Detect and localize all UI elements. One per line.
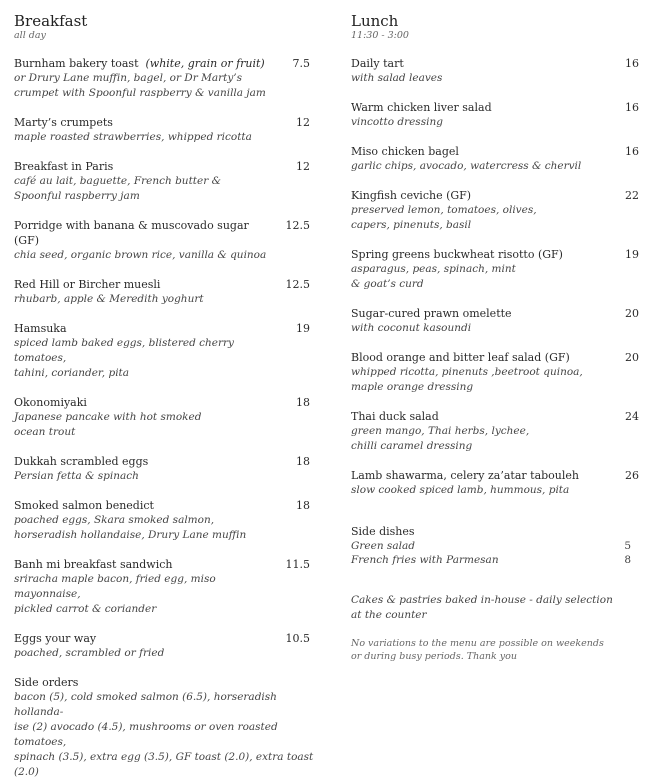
side-orders — [14, 675, 314, 780]
item-desc: garlic chips, avocado, watercress & chervil — [351, 160, 582, 172]
item-desc: or Drury Lane muffin, bagel, or Dr Marty’s — [14, 72, 242, 84]
item-desc: tahini, coriander, pita — [14, 367, 130, 379]
item-price: 19 — [296, 322, 310, 335]
menu-item — [14, 159, 314, 204]
item-desc: maple roasted strawberries, whipped ricotta — [14, 131, 252, 143]
side-orders-line: ise (2) avocado (4.5), mushrooms or oven roasted tomatoes, — [14, 721, 278, 748]
item-name: Daily tart — [351, 57, 404, 70]
side-dish-name: French fries with Parmesan — [351, 554, 499, 566]
item-name: Okonomiyaki — [14, 396, 87, 409]
menu-item — [351, 468, 641, 498]
breakfast-subtitle: all day — [14, 30, 46, 41]
item-name: Lamb shawarma, celery za’atar tabouleh — [351, 469, 579, 482]
item-price: 18 — [296, 499, 310, 512]
item-price: 10.5 — [285, 632, 310, 645]
item-desc: asparagus, peas, spinach, mint — [351, 263, 516, 275]
item-price: 12.5 — [285, 278, 310, 291]
item-desc: chilli caramel dressing — [351, 440, 473, 452]
item-desc: pickled carrot & coriander — [14, 603, 157, 615]
item-name: Porridge with banana & muscovado sugar (GF) — [14, 219, 249, 247]
item-desc: with coconut kasoundi — [351, 322, 472, 334]
item-desc: vincotto dressing — [351, 116, 443, 128]
side-dishes-title: Side dishes — [351, 525, 415, 538]
item-desc: preserved lemon, tomatoes, olives, — [351, 204, 537, 216]
menu-item — [351, 306, 641, 336]
item-name: Sugar-cured prawn omelette — [351, 307, 512, 320]
menu-item — [14, 395, 314, 440]
item-desc: spiced lamb baked eggs, blistered cherry tomatoes, — [14, 337, 234, 364]
side-dishes — [351, 524, 641, 567]
item-name: Red Hill or Bircher muesli — [14, 278, 161, 291]
item-desc: poached, scrambled or fried — [14, 647, 165, 659]
side-dish-price: 5 — [624, 540, 631, 552]
item-price: 16 — [625, 57, 639, 70]
item-name: Spring greens buckwheat risotto (GF) — [351, 248, 563, 261]
side-dish-row — [351, 553, 641, 567]
menu-item — [14, 277, 314, 307]
item-price: 19 — [625, 248, 639, 261]
menu-item — [351, 56, 641, 86]
menu-item — [351, 350, 641, 395]
menu-item — [14, 498, 314, 543]
item-desc: café au lait, baguette, French butter & — [14, 175, 221, 187]
variation-note — [351, 637, 641, 663]
menu-item — [14, 115, 314, 145]
item-name: Thai duck salad — [351, 410, 439, 423]
menu-item — [14, 56, 314, 101]
item-price: 11.5 — [285, 558, 310, 571]
item-desc: sriracha maple bacon, fried egg, miso mayonnaise, — [14, 573, 216, 600]
item-desc: horseradish hollandaise, Drury Lane muffin — [14, 529, 247, 541]
lunch-column — [351, 8, 641, 663]
item-name: Breakfast in Paris — [14, 160, 114, 173]
item-price: 26 — [625, 469, 639, 482]
item-name: Burnham bakery toast — [14, 57, 139, 70]
item-price: 12 — [296, 116, 310, 129]
item-name: Banh mi breakfast sandwich — [14, 558, 173, 571]
variation-note-line: or during busy periods. Thank you — [351, 651, 517, 662]
lunch-subtitle: 11:30 - 3:00 — [351, 30, 409, 41]
item-desc: & goat’s curd — [351, 278, 424, 290]
item-name: Eggs your way — [14, 632, 97, 645]
item-desc: Spoonful raspberry jam — [14, 190, 140, 202]
item-desc: rhubarb, apple & Meredith yoghurt — [14, 293, 204, 305]
item-desc: whipped ricotta, pinenuts ,beetroot quinoa, — [351, 366, 583, 378]
breakfast-column — [14, 8, 314, 780]
item-price: 22 — [625, 189, 639, 202]
item-name-extra: (white, grain or fruit) — [145, 57, 265, 70]
item-price: 7.5 — [292, 57, 310, 70]
variation-note-line: No variations to the menu are possible on weekends — [351, 638, 604, 649]
side-dish-row — [351, 539, 641, 553]
item-price: 12 — [296, 160, 310, 173]
menu-item — [14, 631, 314, 661]
item-desc: ocean trout — [14, 426, 76, 438]
item-name: Dukkah scrambled eggs — [14, 455, 149, 468]
menu-item — [14, 557, 314, 617]
menu-item — [351, 100, 641, 130]
item-price: 18 — [296, 396, 310, 409]
item-name: Miso chicken bagel — [351, 145, 459, 158]
item-price: 20 — [625, 351, 639, 364]
item-desc: Persian fetta & spinach — [14, 470, 139, 482]
item-name: Kingfish ceviche (GF) — [351, 189, 472, 202]
item-desc: slow cooked spiced lamb, hummous, pita — [351, 484, 570, 496]
item-name: Blood orange and bitter leaf salad (GF) — [351, 351, 570, 364]
item-desc: chia seed, organic brown rice, vanilla & quinoa — [14, 249, 267, 261]
item-desc: crumpet with Spoonful raspberry & vanilla jam — [14, 87, 266, 99]
item-price: 16 — [625, 101, 639, 114]
menu-item — [351, 188, 641, 233]
menu-item — [351, 247, 641, 292]
item-price: 12.5 — [285, 219, 310, 232]
cakes-note — [351, 593, 641, 623]
item-price: 16 — [625, 145, 639, 158]
breakfast-title: Breakfast — [14, 12, 88, 30]
lunch-title: Lunch — [351, 12, 399, 30]
side-dish-name: Green salad — [351, 540, 415, 552]
item-desc: capers, pinenuts, basil — [351, 219, 472, 231]
item-desc: Japanese pancake with hot smoked — [14, 411, 202, 423]
item-price: 18 — [296, 455, 310, 468]
side-dish-price: 8 — [624, 554, 631, 566]
menu-item — [14, 218, 314, 263]
item-price: 20 — [625, 307, 639, 320]
item-name: Warm chicken liver salad — [351, 101, 492, 114]
menu-item — [351, 409, 641, 454]
cakes-note-line: Cakes & pastries baked in-house - daily selection — [351, 594, 613, 606]
cakes-note-line: at the counter — [351, 609, 427, 621]
side-orders-line: bacon (5), cold smoked salmon (6.5), horseradish hollanda- — [14, 691, 277, 718]
item-desc: maple orange dressing — [351, 381, 474, 393]
item-name: Marty’s crumpets — [14, 116, 113, 129]
item-desc: green mango, Thai herbs, lychee, — [351, 425, 530, 437]
side-orders-line: spinach (3.5), extra egg (3.5), GF toast (2.0), extra toast (2.0) — [14, 751, 314, 778]
menu-item — [351, 144, 641, 174]
side-orders-title: Side orders — [14, 676, 79, 689]
menu-item — [14, 454, 314, 484]
item-name: Hamsuka — [14, 322, 67, 335]
item-desc: poached eggs, Skara smoked salmon, — [14, 514, 215, 526]
item-price: 24 — [625, 410, 639, 423]
item-name: Smoked salmon benedict — [14, 499, 154, 512]
menu-item — [14, 321, 314, 381]
item-desc: with salad leaves — [351, 72, 443, 84]
